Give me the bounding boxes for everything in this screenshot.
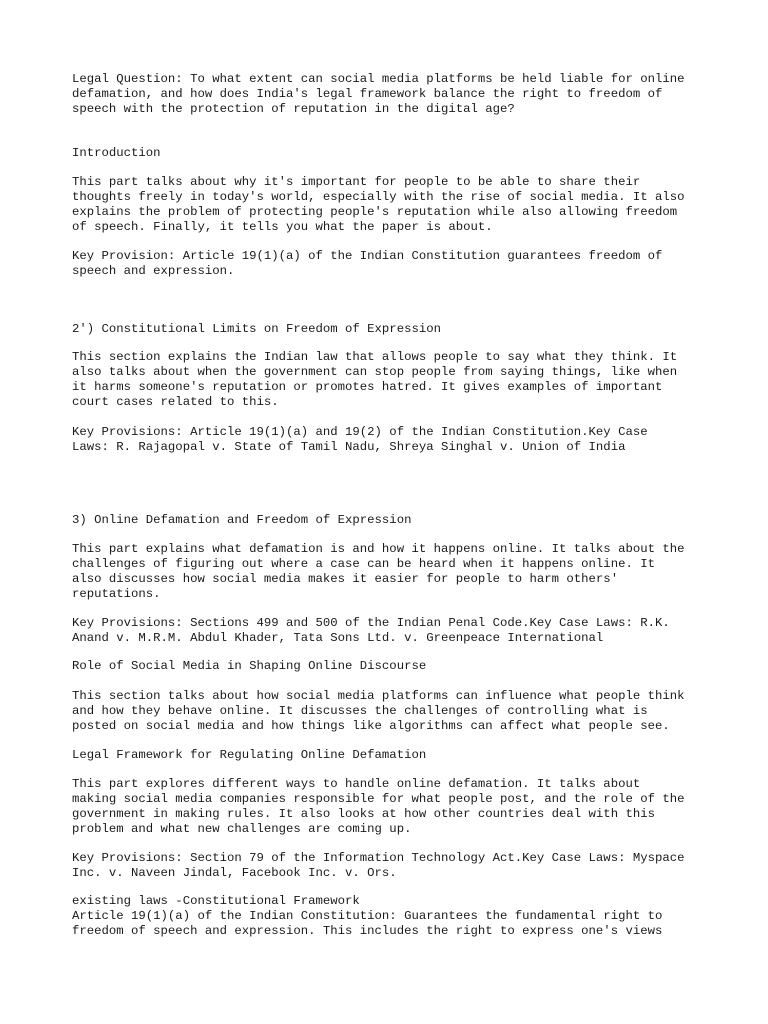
section-3-body: This part explains what defamation is and how it happens online. It talks about the challenges of figuring out where a case can be heard when it happens online. It also discusses how social media makes it easier for people to harm others' reputations. [72,542,685,601]
intro-provision: Key Provision: Article 19(1)(a) of the Indian Constitution guarantees freedom of speech and expression. [72,249,663,278]
section-2-heading: 2') Constitutional Limits on Freedom of Expression [72,322,441,336]
section-5-heading: Legal Framework for Regulating Online Defamation [72,748,427,762]
section-3-provisions: Key Provisions: Sections 499 and 500 of the Indian Penal Code.Key Case Laws: R.K. Anand v. M.R.M. Abdul Khader, Tata Sons Ltd. v. Greenpeace International [72,616,670,645]
section-5-provisions: Key Provisions: Section 79 of the Information Technology Act.Key Case Laws: Myspace Inc. v. Naveen Jindal, Facebook Inc. v. Ors. [72,851,685,880]
intro-heading: Introduction [72,146,161,160]
section-3-heading: 3) Online Defamation and Freedom of Expression [72,513,412,527]
intro-body: This part talks about why it's important for people to be able to share their thoughts freely in today's world, especially with the rise of social media. It also explains the problem of protecting people's reputation while also allowing freedom of speech. Finally, it tells you what the paper is about. [72,175,685,234]
section-4-heading: Role of Social Media in Shaping Online Discourse [72,659,427,673]
section-4-body: This section talks about how social media platforms can influence what people think and how they behave online. It discusses the challenges of controlling what is posted on social media and how things like algorithms can affect what people see. [72,689,685,733]
section-2-provisions: Key Provisions: Article 19(1)(a) and 19(2) of the Indian Constitution.Key Case Laws: R. Rajagopal v. State of Tamil Nadu, Shreya Singhal v. Union of India [72,425,648,454]
legal-question: Legal Question: To what extent can social media platforms be held liable for online defamation, and how does India's legal framework balance the right to freedom of speech with the protection of reputation in the digital age? [72,72,685,116]
section-2-body: This section explains the Indian law that allows people to say what they think. It also talks about when the government can stop people from saying things, like when it harms someone's reputation or promotes hatred. It gives examples of important court cases related to this. [72,350,678,409]
section-6-heading: existing laws -Constitutional Framework [72,894,360,908]
section-6-body: Article 19(1)(a) of the Indian Constitution: Guarantees the fundamental right to freedom of speech and expression. This includes the right to express one's views [72,909,663,938]
section-5-body: This part explores different ways to handle online defamation. It talks about making social media companies responsible for what people post, and the role of the government in making rules. It also looks at how other countries deal with this problem and what new challenges are coming up. [72,777,685,836]
